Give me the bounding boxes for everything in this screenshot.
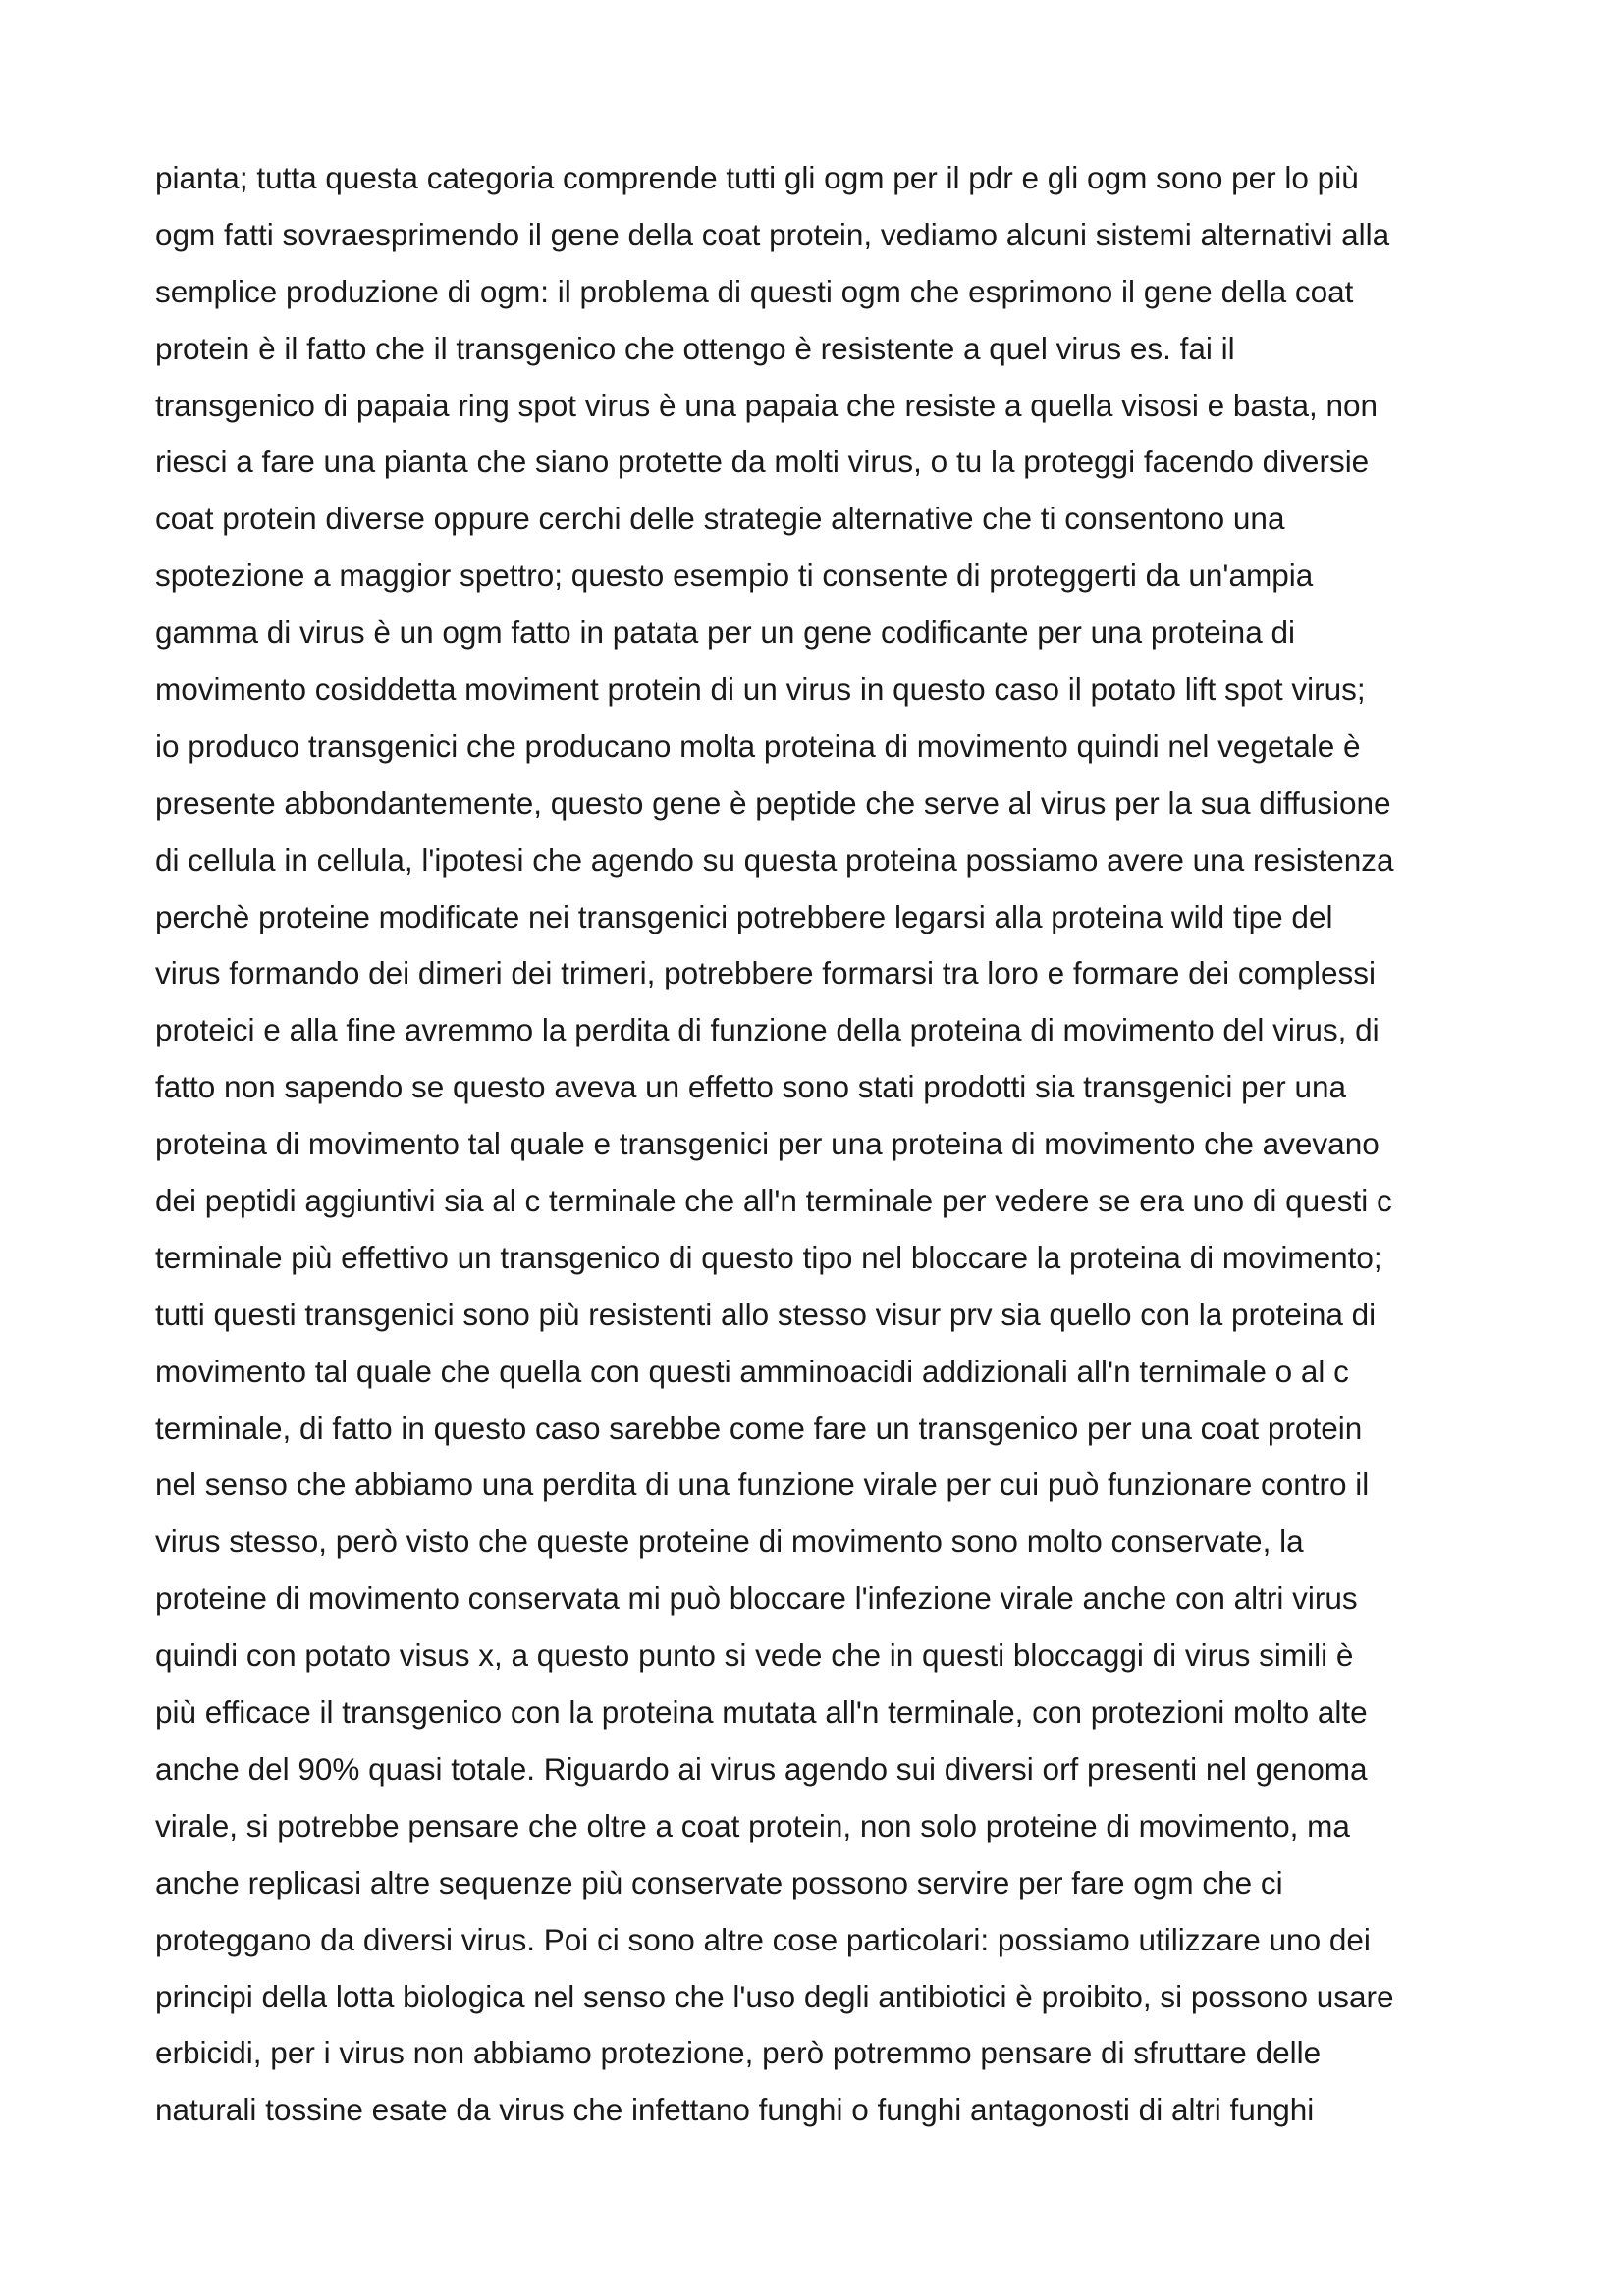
text-line: terminale, di fatto in questo caso sarebbe come fare un transgenico per una coat protein [155,1410,1363,1446]
text-line: gamma di virus è un ogm fatto in patata per un gene codificante per una proteina di [155,614,1295,651]
text-line: coat protein diverse oppure cerchi delle strategie alternative che ti consentono una [155,501,1285,537]
text-line: virus stesso, però visto che queste proteine di movimento sono molto conservate, la [155,1523,1304,1560]
text-line: movimento tal quale che quella con questi amminoacidi addizionali all'n ternimale o al c [155,1353,1349,1389]
text-line: riesci a fare una pianta che siano protette da molti virus, o tu la proteggi facendo diversie [155,444,1370,480]
text-line: nel senso che abbiamo una perdita di una funzione virale per cui può funzionare contro il [155,1467,1370,1503]
text-line: proteici e alla fine avremmo la perdita di funzione della proteina di movimento del virus, di [155,1012,1380,1048]
text-line: io produco transgenici che producano molta proteina di movimento quindi nel vegetale è [155,727,1361,764]
text-line: proteine di movimento conservata mi può bloccare l'infezione virale anche con altri virus [155,1580,1358,1617]
text-line: virale, si potrebbe pensare che oltre a coat protein, non solo proteine di movimento, ma [155,1807,1350,1843]
text-line: transgenico di papaia ring spot virus è una papaia che resiste a quella visosi e basta, non [155,387,1379,423]
text-line: anche replicasi altre sequenze più conservate possono servire per fare ogm che ci [155,1864,1283,1900]
text-line: più efficace il transgenico con la proteina mutata all'n terminale, con protezioni molto alte [155,1694,1368,1731]
body-text [155,150,1530,2139]
text-line: anche del 90% quasi totale. Riguardo ai virus agendo sui diversi orf presenti nel genoma [155,1750,1368,1787]
text-line: proteggano da diversi virus. Poi ci sono altre cose particolari: possiamo utilizzare uno dei [155,1921,1371,1957]
text-line: quindi con potato visus x, a questo punto si vede che in questi bloccaggi di virus simili è [155,1637,1354,1674]
text-line: semplice produzione di ogm: il problema di questi ogm che esprimono il gene della coat [155,273,1354,309]
text-line: principi della lotta biologica nel senso che l'uso degli antibiotici è proibito, si possono usare [155,1978,1394,2014]
text-line: protein è il fatto che il transgenico che ottengo è resistente a quel virus es. fai il [155,330,1235,366]
text-line: movimento cosiddetta moviment protein di un virus in questo caso il potato lift spot virus; [155,671,1366,708]
text-line: terminale più effettivo un transgenico di questo tipo nel bloccare la proteina di movimento; [155,1239,1382,1275]
text-line: naturali tossine esate da virus che infettano funghi o funghi antagonosti di altri funghi [155,2092,1315,2128]
text-line: spotezione a maggior spettro; questo esempio ti consente di proteggerti da un'ampia [155,558,1314,594]
text-line: fatto non sapendo se questo aveva un effetto sono stati prodotti sia transgenici per una [155,1069,1346,1105]
text-line: tutti questi transgenici sono più resistenti allo stesso visur prv sia quello con la proteina di [155,1296,1377,1332]
text-line: proteina di movimento tal quale e transgenici per una proteina di movimento che avevano [155,1126,1380,1162]
text-line: presente abbondantemente, questo gene è peptide che serve al virus per la sua diffusione [155,784,1391,821]
text-line: ogm fatti sovraesprimendo il gene della coat protein, vediamo alcuni sistemi alternativi alla [155,216,1390,252]
text-line: dei peptidi aggiuntivi sia al c terminale che all'n terminale per vedere se era uno di questi c [155,1183,1392,1219]
text-line: perchè proteine modificate nei transgenici potrebbere legarsi alla proteina wild tipe del [155,898,1333,934]
text-line: virus formando dei dimeri dei trimeri, potrebbere formarsi tra loro e formare dei complessi [155,955,1376,991]
text-line: erbicidi, per i virus non abbiamo protezione, però potremmo pensare di sfruttare delle [155,2035,1322,2071]
text-line: pianta; tutta questa categoria comprende tutti gli ogm per il pdr e gli ogm sono per lo più [155,160,1359,195]
text-line: di cellula in cellula, l'ipotesi che agendo su questa proteina possiamo avere una resistenza [155,841,1394,878]
